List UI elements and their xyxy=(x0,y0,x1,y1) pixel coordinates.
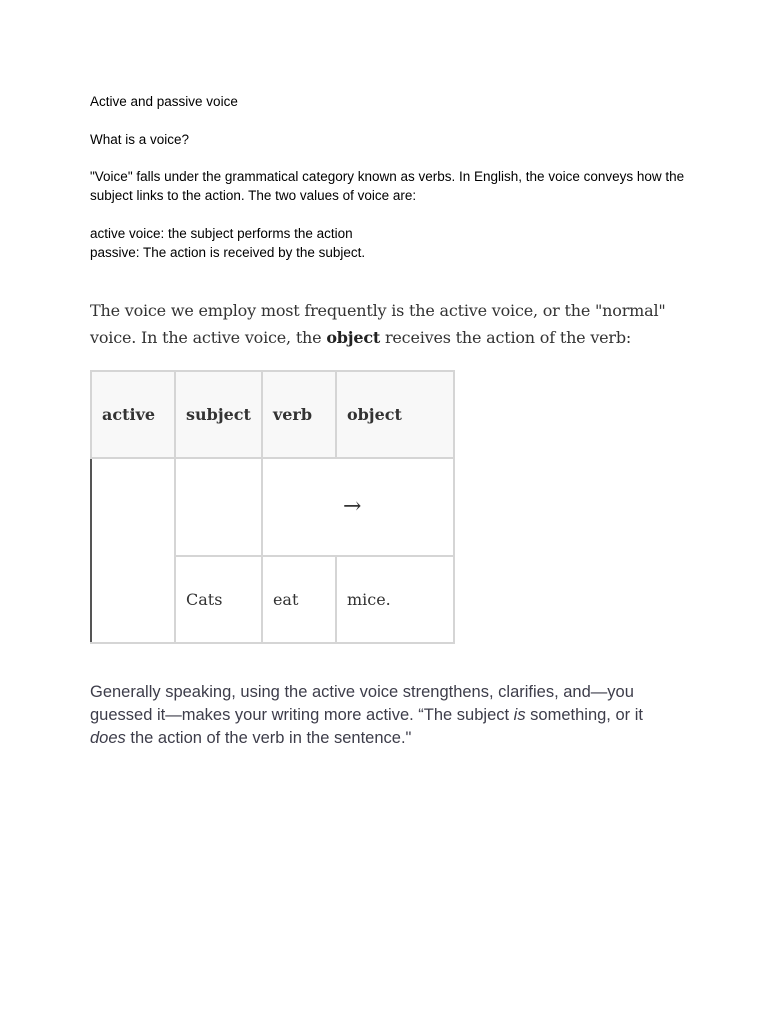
conclusion-text-1: Generally speaking, using the active voice strengthens, clarifies, and—you guessed it—makes your writing more active. “The subject xyxy=(90,683,634,724)
example-verb: eat xyxy=(262,556,336,643)
intro-bold-object: object xyxy=(326,328,381,347)
example-object: mice. xyxy=(336,556,454,643)
conclusion-text-3: the action of the verb in the sentence." xyxy=(125,729,412,747)
active-voice-definition: active voice: the subject performs the action xyxy=(90,226,353,241)
question-heading: What is a voice? xyxy=(90,132,190,147)
conclusion-italic-does: does xyxy=(90,729,126,747)
header-subject: subject xyxy=(175,371,262,458)
table-arrow-row xyxy=(91,458,454,557)
header-object: object xyxy=(336,371,454,458)
arrow-empty-cell xyxy=(175,458,262,557)
voice-table xyxy=(90,370,455,644)
intro-paragraph xyxy=(90,297,690,351)
conclusion-italic-is: is xyxy=(513,706,526,724)
row-label-cell xyxy=(91,458,175,643)
conclusion-paragraph xyxy=(90,681,680,750)
row-label-active: active xyxy=(91,371,175,458)
passive-voice-definition: passive: The action is received by the subject. xyxy=(90,245,366,260)
example-subject: Cats xyxy=(175,556,262,643)
arrow-icon: → xyxy=(262,458,454,557)
intro-text-start: The voice we employ most frequently is the active voice, or the "normal" voice. In the active voice, the xyxy=(90,301,666,347)
intro-text-end: receives the action of the verb: xyxy=(380,328,632,347)
definition-paragraph: "Voice" falls under the grammatical category known as verbs. In English, the voice conveys how the subject links to the action. The two values of voice are: xyxy=(90,169,685,203)
conclusion-text-2: something, or it xyxy=(525,706,643,724)
header-verb: verb xyxy=(262,371,336,458)
document-title: Active and passive voice xyxy=(90,94,238,109)
table-header-row xyxy=(91,371,454,458)
